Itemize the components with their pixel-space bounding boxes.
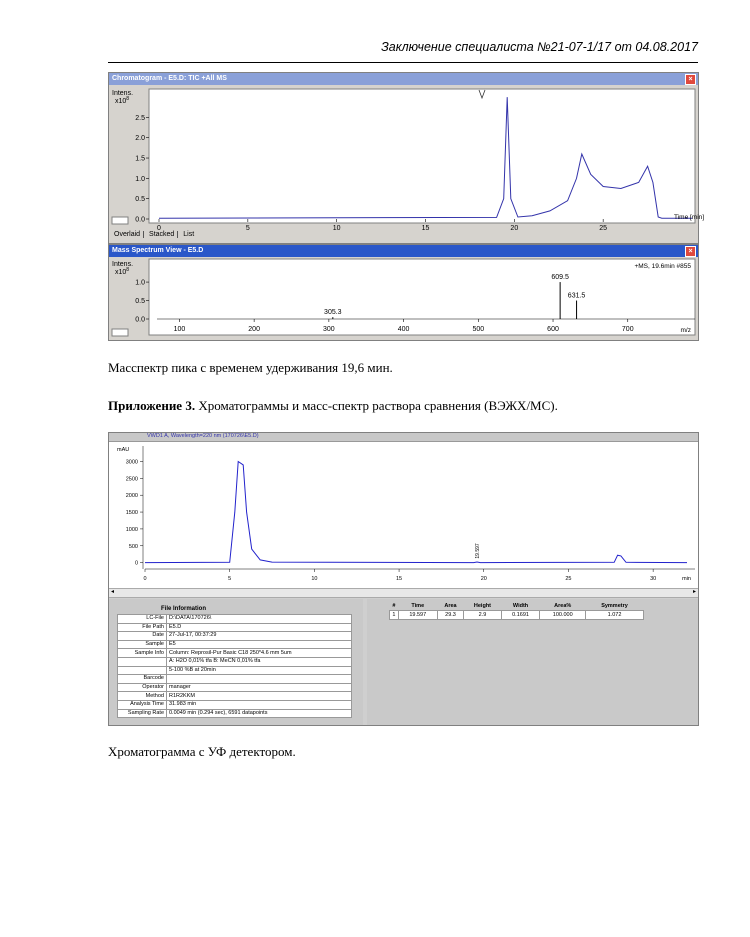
ms-peak-label: 609.5: [551, 274, 569, 282]
chrom-y-tick-label: 0.0: [135, 216, 145, 224]
uv-y-tick-label: 3000: [125, 459, 138, 466]
file-info-row: [118, 700, 352, 709]
ms-x-tick-label: 100: [173, 326, 186, 333]
file-info-row: [118, 666, 352, 675]
chromatogram-window: [108, 72, 705, 244]
chrom-y-tick-label: 1.5: [135, 155, 145, 163]
file-info-key: [118, 657, 167, 666]
file-info-value: R1R2KKM: [167, 692, 352, 701]
uv-x-tick-label: 10: [311, 576, 318, 582]
uv-y-tick-label: 2000: [125, 493, 138, 500]
caption-mass-spectrum: Масспектр пика с временем удерживания 19,6 мин.: [108, 360, 393, 375]
appendix-heading: [108, 398, 558, 414]
tab-overlaid[interactable]: Overlaid: [111, 231, 144, 238]
uv-y-tick-label: 0: [134, 560, 138, 567]
peak-table-cell: 29.3: [437, 611, 464, 620]
file-info-key: Sampling Rate: [118, 709, 167, 718]
peak-table-cell: 19.597: [398, 611, 437, 620]
chromatogram-x-unit: Time [min]: [674, 214, 705, 221]
appendix-text: Хроматограммы и масс-спектр раствора сравнения (ВЭЖХ/МС).: [195, 398, 558, 413]
peak-table-panel: [367, 599, 698, 725]
uv-x-tick-label: 15: [396, 576, 403, 582]
chrom-x-tick-label: 10: [332, 225, 341, 232]
file-info-value: 27-Jul-17, 00:37:29: [167, 632, 352, 641]
file-info-row: [118, 709, 352, 718]
file-info-value: D:\DATA\170726\: [167, 615, 352, 624]
file-info-value: 5-100 %B at 20min: [167, 666, 352, 675]
ms-y-tick-label: 0.0: [135, 316, 145, 324]
mass-spectrum-plot-area: [149, 259, 695, 335]
tab-list[interactable]: List: [183, 231, 195, 238]
file-info-row: [118, 640, 352, 649]
file-info-value: E5: [167, 640, 352, 649]
file-info-key: Date: [118, 632, 167, 641]
chrom-x-tick-label: 20: [510, 225, 519, 232]
peak-table-header: Height: [473, 603, 492, 609]
file-info-row: [118, 632, 352, 641]
chromatogram-y-multiplier: $x10^8$: [115, 96, 130, 105]
file-info-key: File Path: [118, 623, 167, 632]
file-info-row: [118, 615, 352, 624]
table-row: [390, 611, 644, 620]
chromatogram-plot: [109, 85, 705, 243]
chromatogram-titlebar[interactable]: [109, 73, 698, 85]
uv-x-unit: min: [682, 576, 691, 582]
peak-table-header: Symmetry: [601, 603, 628, 609]
zoom-control-icon[interactable]: [112, 217, 128, 224]
uv-x-tick-label: 25: [565, 576, 572, 582]
file-info-table: [117, 614, 352, 718]
mass-spectrum-titlebar[interactable]: [109, 245, 698, 257]
file-info-key: Sample: [118, 640, 167, 649]
ms-peak-label: 631.5: [567, 292, 586, 300]
appendix-label: Приложение 3.: [108, 398, 196, 413]
mass-spectrum-title: Mass Spectrum View - E5.D: [112, 247, 204, 254]
mass-spectrum-plot: [109, 257, 698, 340]
file-info-panel: [109, 599, 363, 725]
zoom-control-icon[interactable]: [112, 329, 128, 336]
ms-y-tick-label: 0.5: [135, 298, 145, 306]
uv-chromatogram-window: [108, 432, 699, 726]
peak-table-cell: 0.1691: [501, 611, 540, 620]
uv-x-tick-label: 0: [143, 576, 147, 582]
file-info-row: [118, 657, 352, 666]
file-info-heading: File Information: [161, 606, 206, 612]
uv-x-tick-label: 20: [480, 576, 487, 582]
file-info-key: Operator: [118, 683, 167, 692]
ms-peak-label: 305.3: [324, 309, 342, 317]
ms-x-tick-label: 600: [547, 326, 559, 333]
file-info-value: Column: Reprosil-Pur Basic C18 250*4.6 mm 5um: [167, 649, 352, 658]
close-icon[interactable]: ×: [685, 246, 696, 257]
file-info-key: Barcode: [118, 675, 167, 684]
file-info-key: Analysis Time: [118, 700, 167, 709]
file-info-row: [118, 649, 352, 658]
ms-x-tick-label: 500: [472, 326, 485, 333]
chromatogram-title: Chromatogram - E5.D: TIC +All MS: [112, 75, 227, 82]
file-info-value: 0.0049 min (0.294 sec), 6591 datapoints: [167, 709, 352, 718]
chrom-x-tick-label: 15: [421, 225, 430, 232]
caption-uv: Хроматограмма с УФ детектором.: [108, 744, 296, 759]
scroll-right-icon[interactable]: ▸: [692, 589, 696, 595]
file-info-key: LC-File: [118, 615, 167, 624]
file-info-key: Sample Info: [118, 649, 167, 658]
uv-header-bar: [109, 433, 698, 442]
peak-table-cell: 1.072: [585, 611, 643, 620]
uv-y-unit: mAU: [117, 447, 130, 453]
ms-x-tick-label: 400: [397, 326, 410, 333]
uv-peak-label: 19.597: [474, 543, 481, 559]
uv-x-tick-label: 5: [228, 576, 232, 582]
peak-table-cell: 100.000: [540, 611, 586, 620]
file-info-row: [118, 675, 352, 684]
ms-x-tick-label: 300: [323, 326, 335, 333]
uv-x-tick-label: 30: [650, 576, 657, 582]
uv-title: VWD1 A, Wavelength=220 nm (170726\E5.D): [147, 433, 259, 439]
chrom-x-tick-label: 5: [245, 225, 250, 232]
peak-table-header: Area%: [554, 603, 572, 609]
peak-table-cell: 2.9: [464, 611, 501, 620]
uv-chromatogram-plot: [109, 442, 698, 592]
file-info-row: [118, 623, 352, 632]
ms-annotation: +MS, 19.6min #855: [634, 263, 691, 270]
ms-x-tick-label: 700: [621, 326, 634, 333]
file-info-value: 31.983 min: [167, 700, 352, 709]
chrom-y-tick-label: 0.5: [135, 196, 145, 204]
mass-spectrum-window: [108, 244, 699, 341]
page-header: [108, 40, 698, 63]
peak-table-cell: 1: [390, 611, 399, 620]
file-info-key: Method: [118, 692, 167, 701]
chrom-y-tick-label: 2.5: [135, 114, 145, 122]
chrom-y-tick-label: 2.0: [135, 135, 145, 143]
uv-y-tick-label: 2500: [125, 476, 138, 483]
ms-y-label: Intens.: [112, 261, 134, 268]
view-tabs: [111, 231, 197, 238]
peak-table-header: Width: [512, 603, 529, 609]
file-info-row: [118, 683, 352, 692]
chromatogram-plot-area: [149, 89, 695, 223]
ms-x-unit: m/z: [680, 327, 691, 334]
peak-table-header: #: [392, 603, 396, 609]
close-icon[interactable]: ×: [685, 74, 696, 85]
file-info-row: [118, 692, 352, 701]
file-info-value: manager: [167, 683, 352, 692]
chrom-x-tick-label: 0: [157, 225, 161, 232]
peak-table-header: Area: [444, 603, 457, 609]
chrom-y-tick-label: 1.0: [135, 175, 145, 183]
uv-y-tick-label: 1000: [125, 526, 138, 533]
file-info-value: E5.D: [167, 623, 352, 632]
tab-stacked[interactable]: Stacked: [146, 231, 178, 238]
uv-y-tick-label: 1500: [125, 510, 138, 517]
peak-table-header: Time: [411, 603, 425, 609]
uv-plot-bg: [109, 442, 698, 592]
uv-horizontal-scrollbar[interactable]: [109, 588, 698, 598]
peak-table: [389, 602, 644, 620]
file-info-value: A: H2O 0,01% tfa B: MeCN 0,01% tfa: [167, 657, 352, 666]
ms-x-tick-label: 200: [248, 326, 260, 333]
file-info-value: [167, 675, 352, 684]
scroll-left-icon[interactable]: ◂: [111, 589, 115, 595]
file-info-key: [118, 666, 167, 675]
ms-y-tick-label: 1.0: [135, 279, 145, 287]
chromatogram-y-label: Intens.: [112, 90, 134, 97]
page-header-text: Заключение специалиста №21-07-1/17 от 04.08.2017: [381, 40, 698, 54]
ms-y-multiplier: $x10^8$: [115, 267, 130, 276]
uv-y-tick-label: 500: [128, 543, 138, 550]
chrom-x-tick-label: 25: [599, 225, 608, 232]
